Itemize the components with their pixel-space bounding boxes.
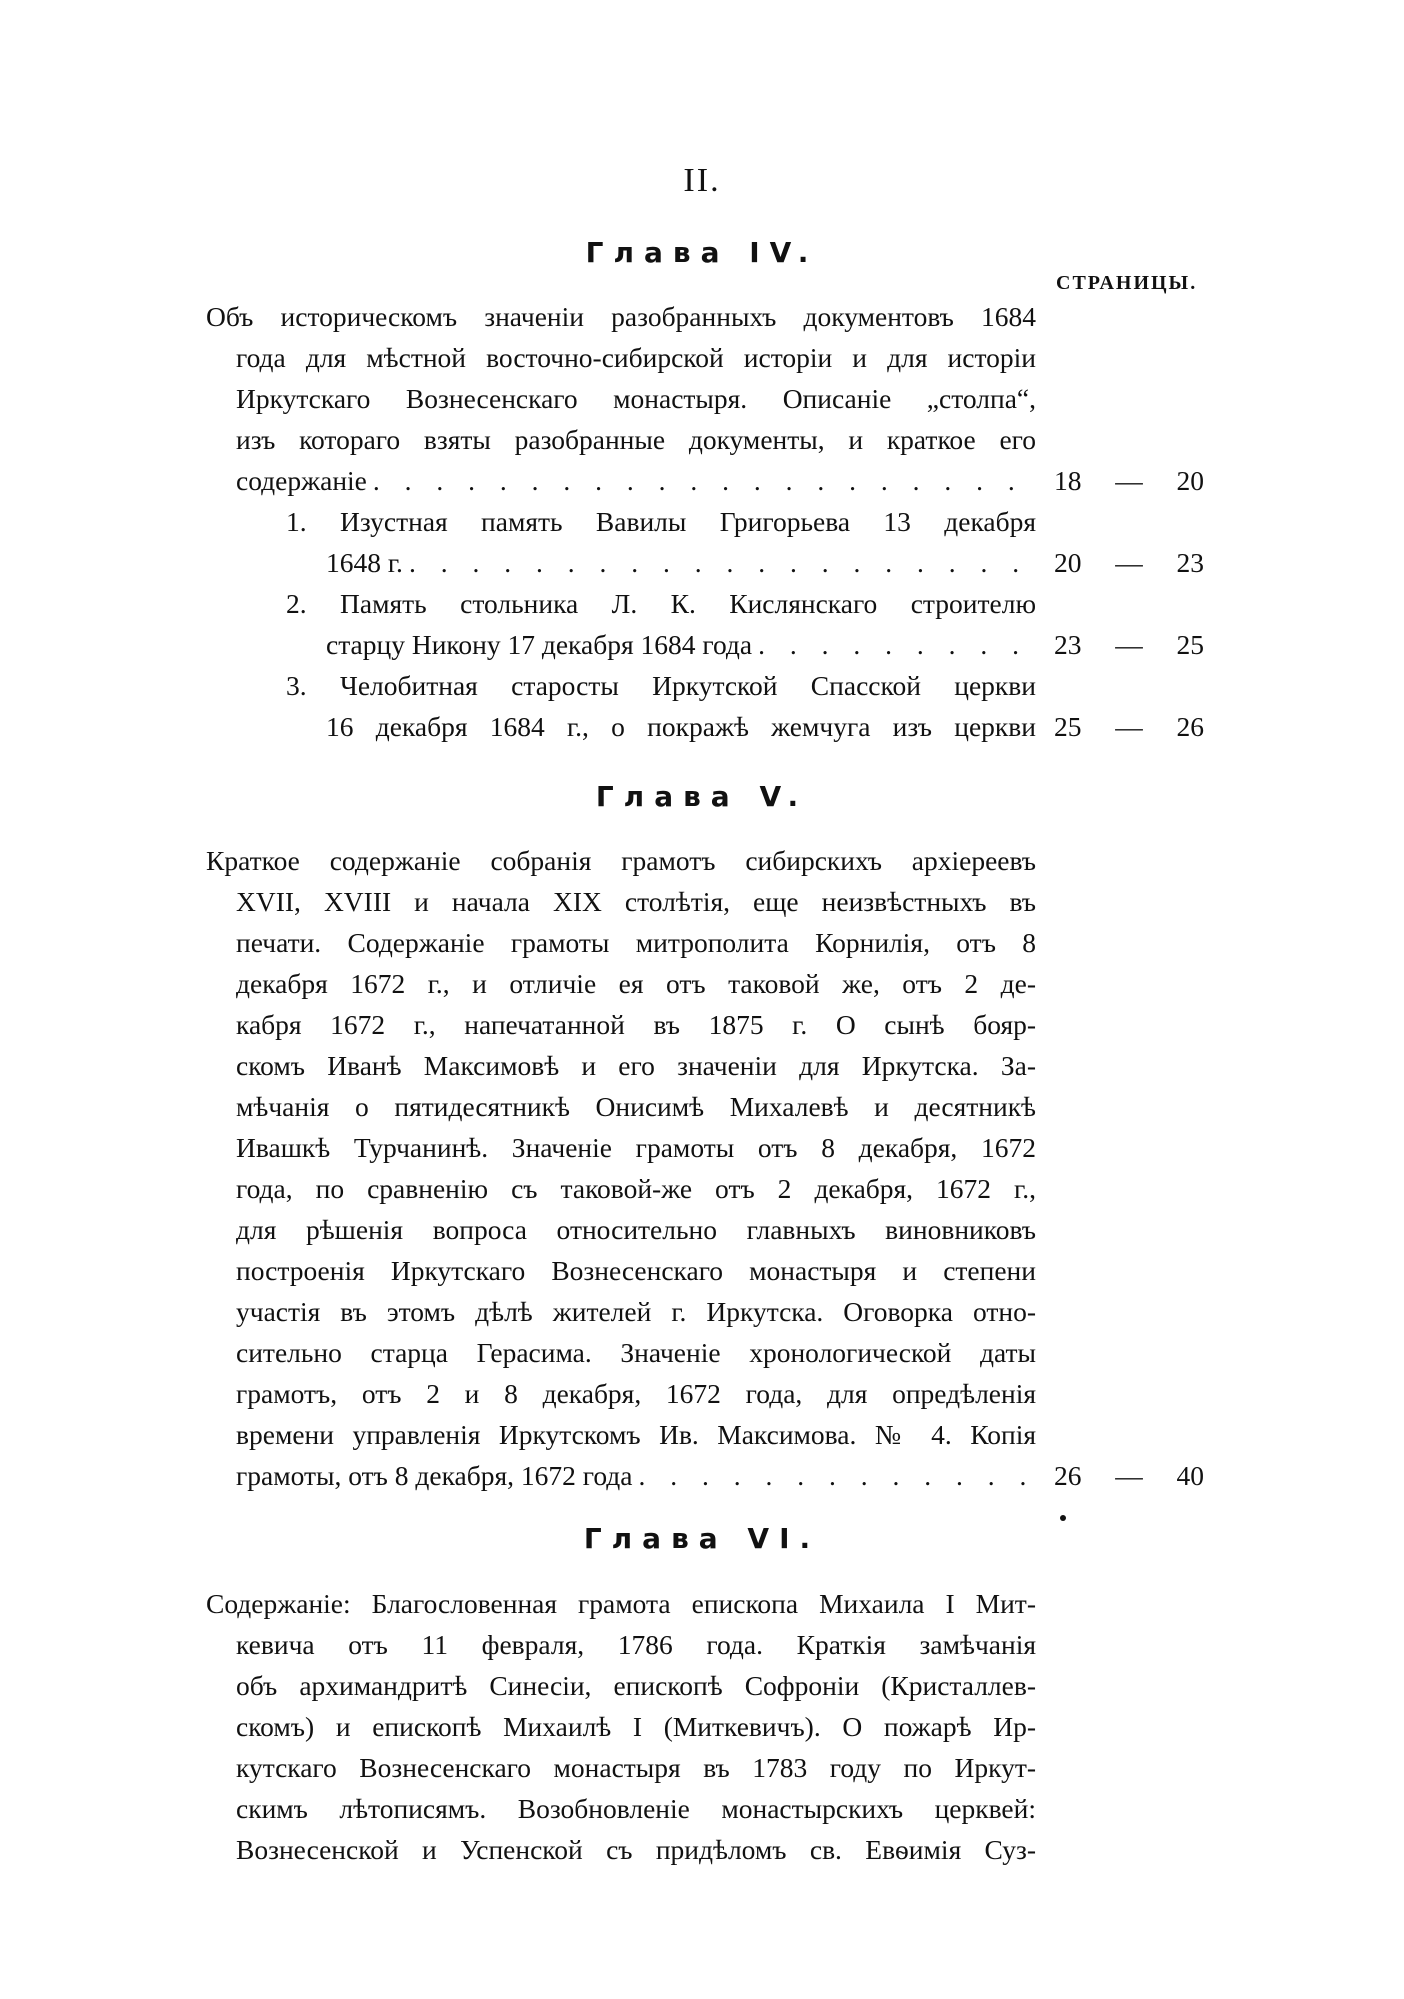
- page-from: 18: [1054, 465, 1082, 496]
- page-dash: —: [1115, 547, 1143, 578]
- text-line: грамоты, отъ 8 декабря, 1672 года: [236, 1460, 633, 1491]
- page-dash: —: [1115, 711, 1143, 742]
- item-line: 3. Челобитная старосты Иркутской Спасской церкви: [286, 670, 1036, 701]
- text-line: объ архимандритѣ Синесіи, епископѣ Софроніи (Кристаллев-: [236, 1670, 1036, 1701]
- text-line: участія въ этомъ дѣлѣ жителей г. Иркутска. Оговорка отно-: [236, 1296, 1036, 1327]
- page-from: 23: [1054, 629, 1082, 660]
- text-line: кутскаго Вознесенскаго монастыря въ 1783 году по Иркут-: [236, 1752, 1036, 1783]
- page-range: [1054, 542, 1204, 583]
- page-range: [1054, 460, 1204, 501]
- page-from: 26: [1054, 1460, 1082, 1491]
- text-line: сительно старца Герасима. Значеніе хронологической даты: [236, 1337, 1036, 1368]
- item-line: 16 декабря 1684 г., о покражѣ жемчуга изъ церкви: [326, 711, 1036, 742]
- text-line: грамотъ, отъ 2 и 8 декабря, 1672 года, для опредѣленія: [236, 1378, 1036, 1409]
- dot-leader: [367, 460, 1036, 501]
- text-line: года для мѣстной восточно-сибирской исторіи и для исторіи: [236, 342, 1036, 373]
- item-line: 2. Память стольника Л. К. Кислянскаго строителю: [286, 588, 1036, 619]
- text-line: скомъ Иванѣ Максимовѣ и его значеніи для Иркутска. За-: [236, 1050, 1036, 1081]
- text-line: Объ историческомъ значеніи разобранныхъ документовъ 1684: [206, 301, 1036, 332]
- page-dash: —: [1115, 465, 1143, 496]
- pages-column-header: СТРАНИЦЫ.: [1056, 272, 1198, 294]
- item-line: 1648 г.: [326, 547, 403, 578]
- text-line: печати. Содержаніе грамоты митрополита Корнилія, отъ 8: [236, 927, 1036, 958]
- page-range: [1054, 1455, 1204, 1496]
- dot-leader: [633, 1455, 1036, 1496]
- page-range: [1054, 624, 1204, 665]
- text-line: кабря 1672 г., напечатанной въ 1875 г. О сынѣ бояр-: [236, 1009, 1036, 1040]
- chapter-6-heading: Глава VI.: [583, 1522, 821, 1555]
- text-line: кевича отъ 11 февраля, 1786 года. Краткія замѣчанія: [236, 1629, 1036, 1660]
- page-dash: —: [1115, 1460, 1143, 1491]
- text-line: Вознесенской и Успенской съ придѣломъ св. Евѳимія Суз-: [236, 1834, 1036, 1865]
- chapter-6-summary: [206, 1583, 1036, 1870]
- chapter-5-summary: [206, 840, 1036, 1496]
- item-line: 1. Изустная память Вавилы Григорьева 13 декабря: [286, 506, 1036, 537]
- text-line: Краткое содержаніе собранія грамотъ сибирскихъ архіереевъ: [206, 845, 1036, 876]
- text-line: построенія Иркутскаго Вознесенскаго монастыря и степени: [236, 1255, 1036, 1286]
- item-line: старцу Никону 17 декабря 1684 года: [326, 629, 753, 660]
- text-line: мѣчанія о пятидесятникѣ Онисимѣ Михалевѣ и десятникѣ: [236, 1091, 1036, 1122]
- chapter-4-summary: [206, 296, 1036, 747]
- page-dash: —: [1115, 629, 1143, 660]
- text-line: скимъ лѣтописямъ. Возобновленіе монастырскихъ церквей:: [236, 1793, 1036, 1824]
- page-to: 26: [1176, 711, 1204, 742]
- page-from: 20: [1054, 547, 1082, 578]
- page-to: 25: [1176, 629, 1204, 660]
- chapter-5-heading: Глава V.: [595, 780, 809, 813]
- text-line-with-leader: [206, 542, 1036, 583]
- dot-leader: [403, 542, 1036, 583]
- text-line: содержаніе: [236, 465, 367, 496]
- text-line: Ивашкѣ Турчанинѣ. Значеніе грамоты отъ 8 декабря, 1672: [236, 1132, 1036, 1163]
- page-from: 25: [1054, 711, 1082, 742]
- page-to: 23: [1176, 547, 1204, 578]
- chapter-4-heading: Глава IV.: [585, 236, 819, 269]
- text-line: изъ котораго взяты разобранные документы, и краткое его: [236, 424, 1036, 455]
- text-line: времени управленія Иркутскомъ Ив. Максимова. № 4. Копія: [236, 1419, 1036, 1450]
- text-line-with-leader: [206, 624, 1036, 665]
- text-line: Иркутскаго Вознесенскаго монастыря. Описаніе „столпа“,: [236, 383, 1036, 414]
- page-marker: II.: [683, 162, 721, 199]
- page-to: 20: [1176, 465, 1204, 496]
- dot-leader: [752, 624, 1036, 665]
- text-line: года, по сравненію съ таковой-же отъ 2 декабря, 1672 г.,: [236, 1173, 1036, 1204]
- text-line-with-leader: [206, 460, 1036, 501]
- text-line: XVII, XVIII и начала XIX столѣтія, еще неизвѣстныхъ въ: [236, 886, 1036, 917]
- page-to: 40: [1176, 1460, 1204, 1491]
- ink-dot: [1060, 1515, 1066, 1521]
- text-line: для рѣшенія вопроса относительно главныхъ виновниковъ: [236, 1214, 1036, 1245]
- page-range: [1054, 706, 1204, 747]
- text-line: Содержаніе: Благословенная грамота епископа Михаила I Мит-: [206, 1588, 1036, 1619]
- text-line: скомъ) и епископѣ Михаилѣ I (Миткевичъ). О пожарѣ Ир-: [236, 1711, 1036, 1742]
- text-line-with-leader: [206, 1455, 1036, 1496]
- text-line: декабря 1672 г., и отличіе ея отъ таковой же, отъ 2 де-: [236, 968, 1036, 999]
